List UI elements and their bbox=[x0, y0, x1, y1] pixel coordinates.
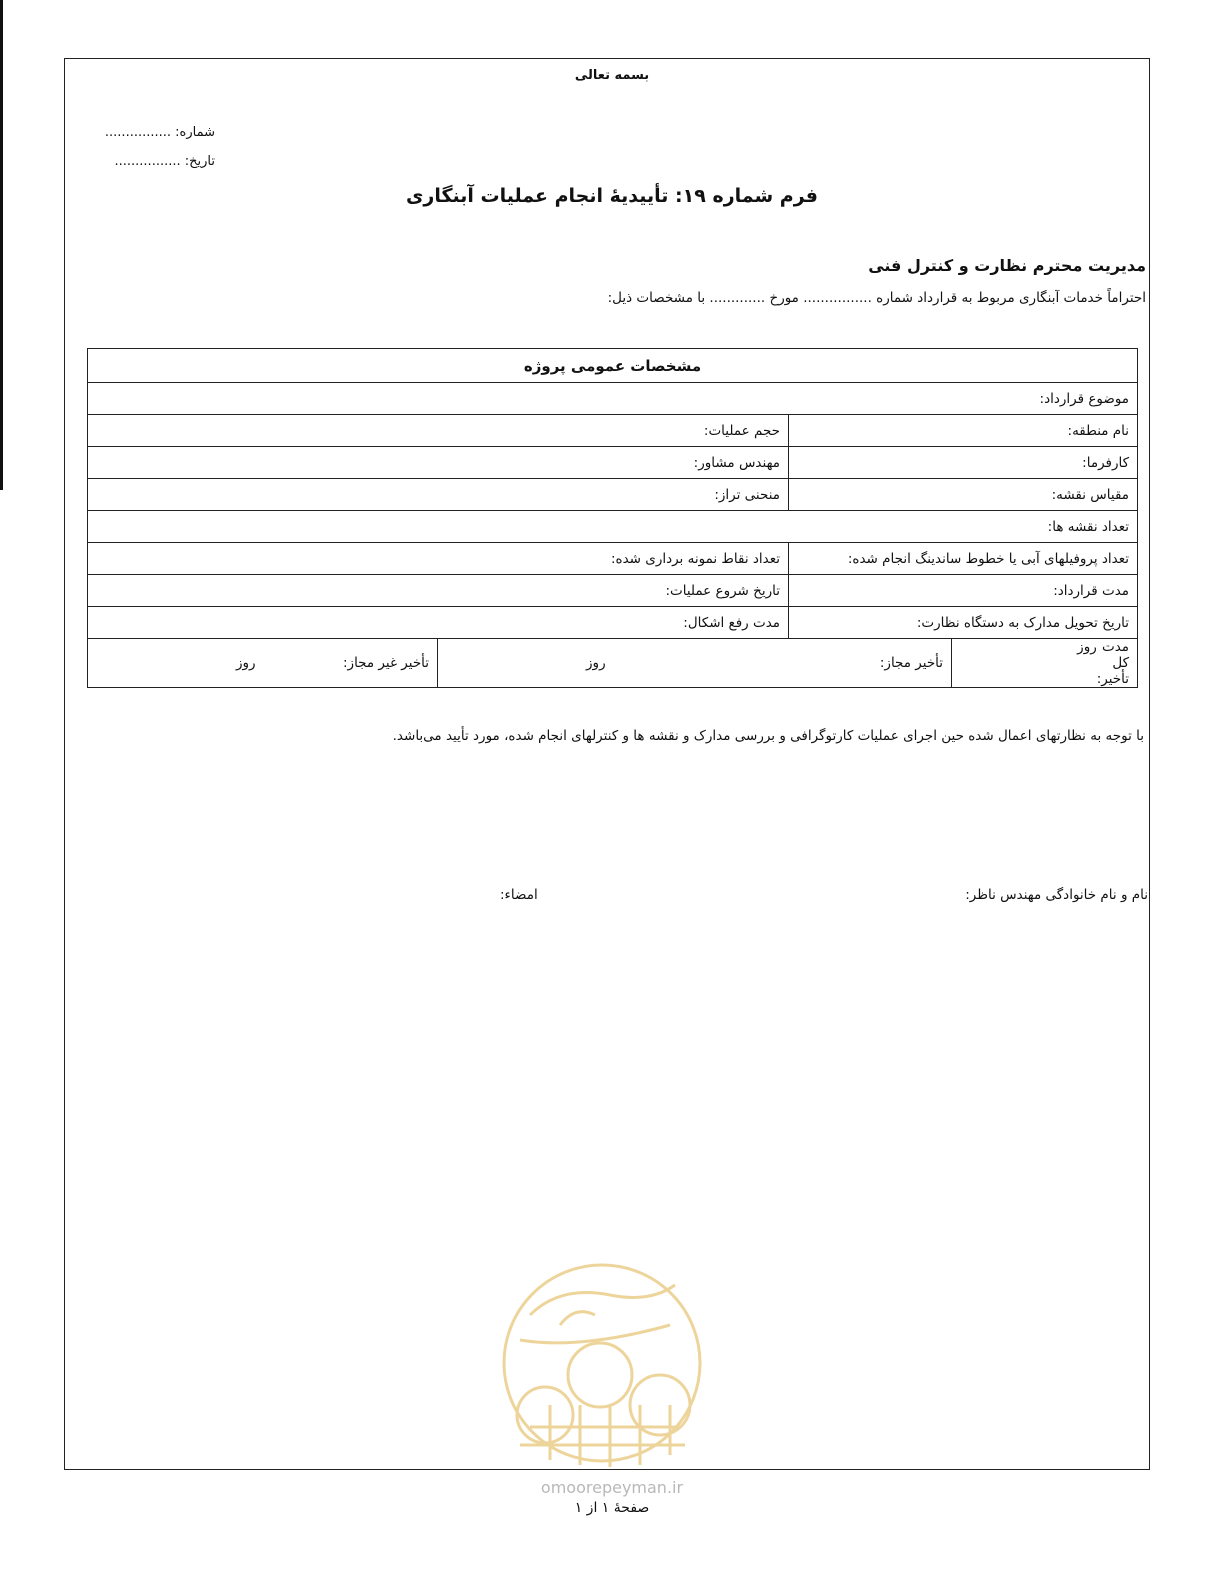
allowed-delay-unit: روز bbox=[586, 655, 606, 671]
total-delay-unit: روز bbox=[1077, 639, 1097, 655]
conclusion-text: با توجه به نظارتهای اعمال شده حین اجرای عملیات کارتوگرافی و بررسی مدارک و نقشه ها و کنترلهای انجام شده، مورد تأیید می‌باشد. bbox=[392, 728, 1144, 744]
contract-duration-cell: مدت قرارداد: bbox=[789, 575, 1138, 607]
date-field: تاریخ: ................ bbox=[114, 154, 215, 169]
total-delay-label: مدت کل تأخیر: bbox=[1096, 639, 1130, 687]
sample-points-cell: تعداد نقاط نمونه برداری شده: bbox=[88, 543, 789, 575]
maps-count-cell: تعداد نقشه ها: bbox=[88, 511, 1138, 543]
supervisor-name-label: نام و نام خانوادگی مهندس ناظر: bbox=[965, 887, 1148, 903]
company-stamp-logo bbox=[500, 1255, 705, 1470]
employer-cell: کارفرما: bbox=[789, 447, 1138, 479]
delivery-date-cell: تاریخ تحویل مدارک به دستگاه نظارت: bbox=[789, 607, 1138, 639]
map-scale-cell: مقیاس نقشه: bbox=[789, 479, 1138, 511]
intro-text: احتراماً خدمات آبنگاری مربوط به قرارداد شماره ................ مورخ ............. با مشخصات ذیل: bbox=[607, 290, 1146, 306]
watermark-site: omoorepeyman.ir bbox=[540, 1478, 684, 1497]
sounding-profiles-cell: تعداد پروفیلهای آبی یا خطوط ساندینگ انجام شده: bbox=[789, 543, 1138, 575]
project-spec-table bbox=[87, 348, 1138, 688]
contract-subject-cell: موضوع قرارداد: bbox=[88, 383, 1138, 415]
allowed-delay-label: تأخیر مجاز: bbox=[879, 655, 944, 671]
table-heading: مشخصات عمومی پروژه bbox=[88, 349, 1138, 383]
unallowed-delay-label: تأخیر غیر مجاز: bbox=[343, 655, 430, 671]
page-number: صفحهٔ ۱ از ۱ bbox=[574, 1500, 650, 1516]
unallowed-delay-unit: روز bbox=[236, 655, 256, 671]
consulting-engineer-cell: مهندس مشاور: bbox=[88, 447, 789, 479]
signature-label: امضاء: bbox=[500, 887, 538, 903]
number-field: شماره: ................ bbox=[104, 125, 215, 140]
operation-volume-cell: حجم عملیات: bbox=[88, 415, 789, 447]
contour-interval-cell: منحنی تراز: bbox=[88, 479, 789, 511]
start-date-cell: تاریخ شروع عملیات: bbox=[88, 575, 789, 607]
addressee: مدیریت محترم نظارت و کنترل فنی bbox=[868, 256, 1146, 275]
basmala: بسمه تعالی bbox=[574, 68, 650, 83]
fix-duration-cell: مدت رفع اشکال: bbox=[88, 607, 789, 639]
region-name-cell: نام منطقه: bbox=[789, 415, 1138, 447]
allowed-delay-cell bbox=[438, 639, 952, 688]
total-delay-cell bbox=[952, 639, 1138, 688]
unallowed-delay-cell bbox=[88, 639, 438, 688]
form-title: فرم شماره ۱۹: تأییدیهٔ انجام عملیات آبنگاری bbox=[406, 185, 818, 207]
